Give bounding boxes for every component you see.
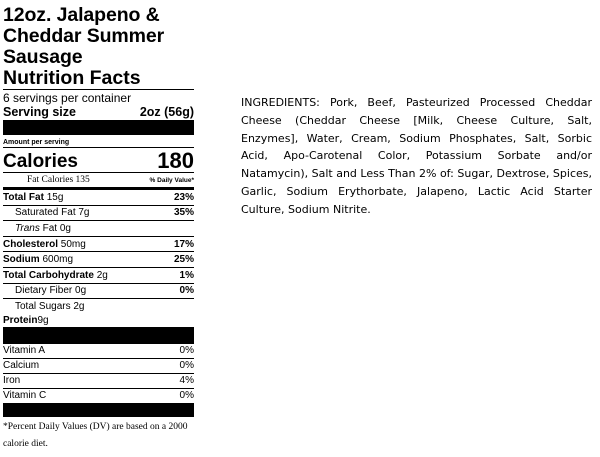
nutrient-percent: 1%: [179, 269, 194, 281]
nutrient-percent: 35%: [173, 207, 194, 219]
daily-value-header: % Daily Value*: [149, 176, 194, 184]
nutrient-amount: 600mg: [39, 254, 74, 266]
nutrient-amount: 50mg: [58, 238, 86, 250]
vitamin-name: Vitamin C: [3, 390, 47, 402]
product-title-line: Cheddar Summer: [3, 25, 165, 47]
servings-per-container: 6 servings per container: [3, 91, 132, 105]
protein-label: Protein: [3, 314, 38, 326]
product-title-line: 12oz. Jalapeno &: [3, 4, 160, 26]
nutrient-row-sodium: [3, 252, 194, 268]
vitamin-name: Calcium: [3, 360, 40, 372]
amount-per-serving: Amount per serving: [3, 139, 70, 146]
nutrient-name: Dietary Fiber: [15, 285, 73, 297]
nutrient-percent: 23%: [173, 191, 194, 203]
nutrient-percent: 25%: [173, 254, 194, 266]
nutrient-row-dietary-fiber: [3, 284, 194, 300]
nutrient-name: Total Carbohydrate: [3, 269, 94, 281]
calories-value: 180: [157, 148, 194, 173]
vitamin-percent: 0%: [179, 390, 194, 402]
nutrient-amount: 0g: [57, 222, 71, 234]
nutrient-row-total-carbohydrate: [3, 268, 194, 284]
vitamin-percent: 0%: [179, 345, 194, 357]
nutrient-row-trans-fat: [3, 221, 194, 237]
product-title: [3, 5, 194, 68]
protein-amount: 9g: [37, 314, 49, 326]
nutrient-name: Total Fat: [3, 191, 44, 203]
thick-divider: [3, 120, 194, 135]
vitamin-row-calcium: [3, 359, 194, 374]
nutrition-facts-heading: Nutrition Facts: [3, 68, 194, 90]
thick-divider: [3, 404, 194, 417]
vitamin-name: Iron: [3, 375, 21, 387]
calories-label: Calories: [3, 151, 78, 172]
vitamin-row-iron: [3, 374, 194, 389]
product-title-line: Sausage: [3, 46, 83, 68]
serving-size-value: 2oz (56g): [139, 105, 194, 119]
ingredients-text: INGREDIENTS: Pork, Beef, Pasteurized Processed Cheddar Cheese (Cheddar Cheese [Milk, Cheese Culture, Salt, Enzymes], Water, Cream, Sodium Phosphates, Salt, Sorbic Acid, Apo-Carotenal Color, Potassium Sorbate and/or Natamycin), Salt and Less Than 2% of: Sugar, Dextrose, Spices, Garlic, Sodium Erythorbate, Jalapeno, Lactic Acid Starter Culture, Sodium Nitrite.: [241, 96, 592, 216]
nutrient-name: Saturated Fat: [15, 207, 76, 219]
nutrient-name: Sodium: [3, 254, 40, 266]
nutrient-percent: 0%: [179, 285, 194, 297]
serving-size-label: Serving size: [3, 105, 76, 119]
nutrient-row-total-sugars: [3, 299, 194, 314]
nutrient-name: Cholesterol: [3, 238, 59, 250]
calories-row: [3, 148, 194, 172]
nutrient-amount: 7g: [75, 207, 90, 219]
nutrient-name: Total Sugars: [15, 300, 71, 312]
protein-row: [3, 314, 194, 327]
nutrition-label: [3, 5, 194, 453]
vitamin-percent: 0%: [179, 360, 194, 372]
nutrient-row-saturated-fat: [3, 206, 194, 222]
daily-value-footnote: *Percent Daily Values (DV) are based on a 2000 calorie diet.: [3, 421, 188, 449]
nutrient-name: Fat: [39, 222, 58, 234]
vitamin-percent: 4%: [179, 375, 194, 387]
nutrient-row-cholesterol: [3, 237, 194, 253]
vitamin-name: Vitamin A: [3, 345, 46, 357]
nutrient-row-total-fat: [3, 190, 194, 206]
nutrient-amount: 15g: [43, 191, 64, 203]
thick-divider: [3, 327, 194, 344]
fat-calories: Fat Calories 135: [27, 175, 90, 185]
nutrient-amount: 0g: [72, 285, 87, 297]
nutrient-amount: 2g: [93, 269, 108, 281]
vitamin-row-c: [3, 389, 194, 404]
fat-calories-row: [3, 172, 194, 190]
nutrient-name-italic: Trans: [15, 222, 40, 234]
nutrient-amount: 2g: [70, 300, 85, 312]
vitamin-row-a: [3, 344, 194, 359]
nutrient-percent: 17%: [173, 238, 194, 250]
serving-size-row: [3, 105, 194, 120]
